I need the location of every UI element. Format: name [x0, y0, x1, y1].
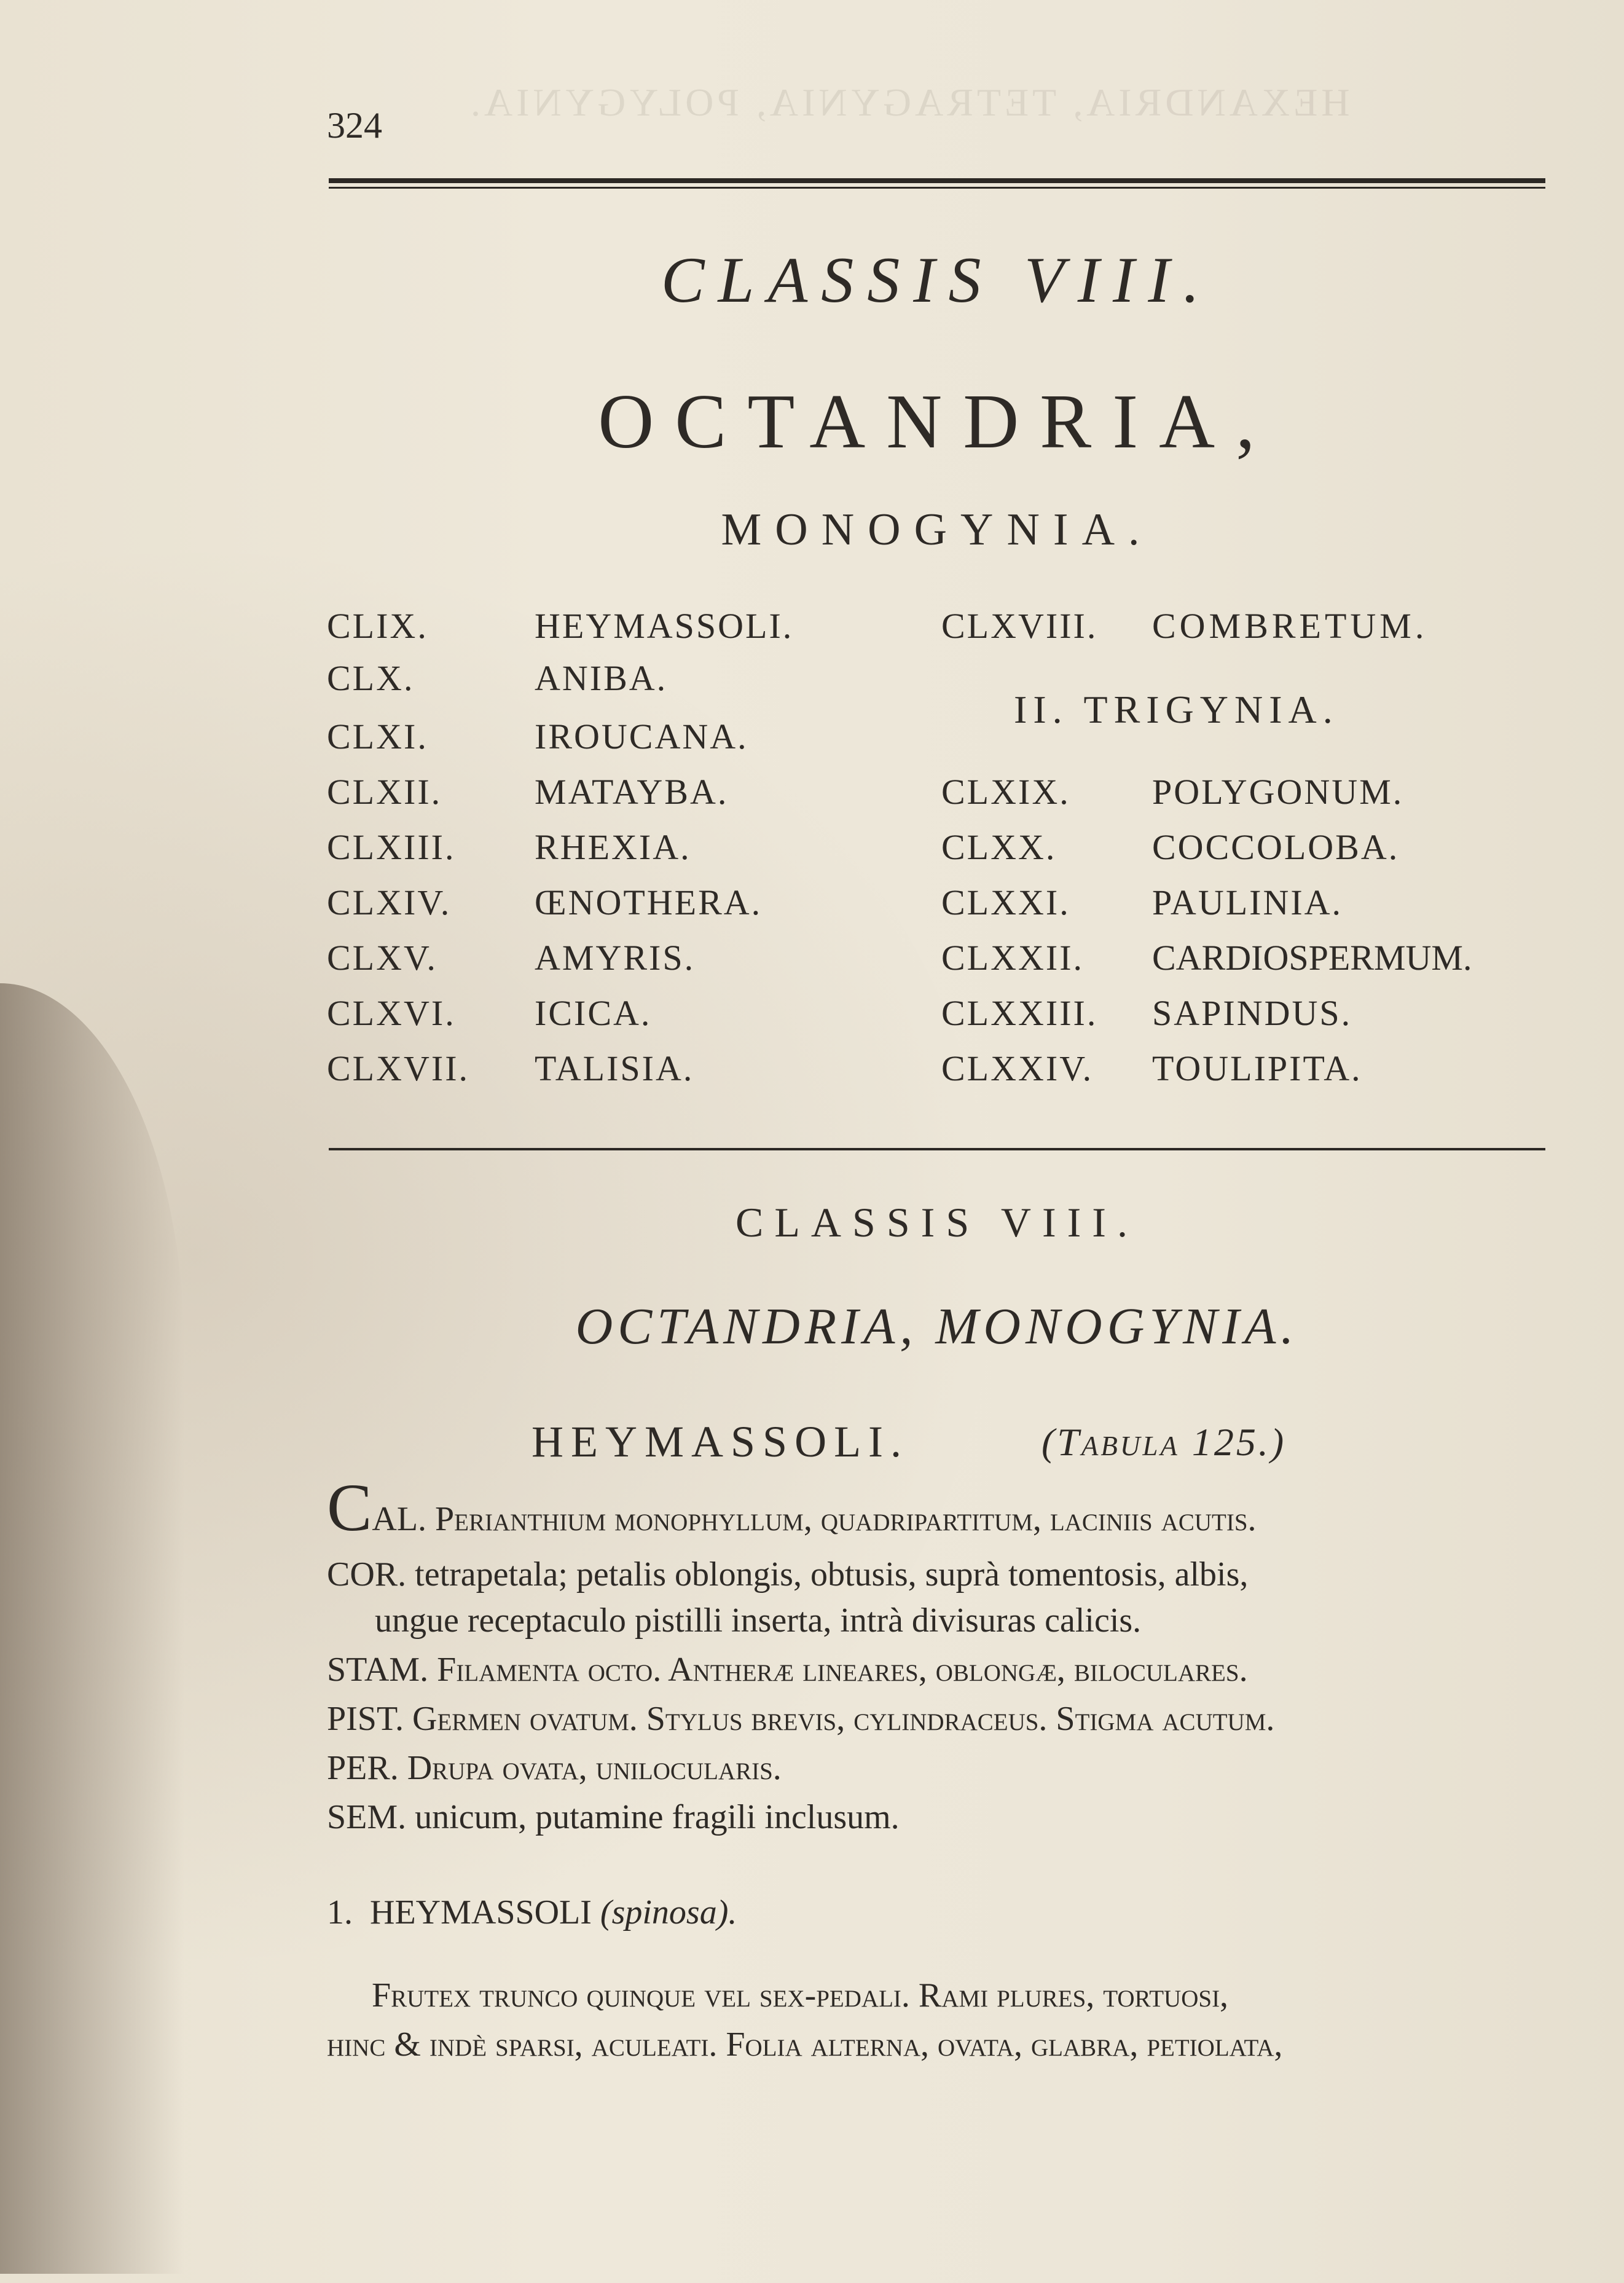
list-item	[941, 937, 1084, 978]
description-line	[327, 1748, 782, 1788]
genus-name: SAPINDUS.	[1152, 993, 1352, 1033]
body-line: hinc & indè sparsi, aculeati. Folia alterna, ovata, glabra, petiolata,	[327, 2026, 1283, 2064]
description-text: Germen ovatum. Stylus brevis, cylindraceus. Stigma acutum.	[412, 1700, 1275, 1738]
genus-number: CLXXI.	[941, 882, 1070, 922]
species-name: HEYMASSOLI	[370, 1893, 592, 1931]
species-number: 1.	[327, 1893, 353, 1931]
list-item	[535, 771, 728, 812]
genus-number: CLXI.	[327, 717, 428, 756]
description-text: Drupa ovata, unilocularis.	[407, 1749, 782, 1787]
genus-heading: HEYMASSOLI.	[532, 1417, 909, 1466]
description-text: unicum, putamine fragili inclusum.	[415, 1798, 900, 1836]
drop-cap: C	[327, 1470, 372, 1545]
list-item	[535, 827, 691, 868]
list-item	[327, 1048, 469, 1089]
list-item	[327, 658, 415, 699]
genus-number: CLXXIII.	[941, 993, 1098, 1033]
genus-name: ŒNOTHERA.	[535, 882, 763, 922]
list-item	[1152, 605, 1427, 646]
description-line	[327, 1798, 900, 1837]
tabula-reference: (Tabula 125.)	[1041, 1420, 1287, 1464]
genus-name: RHEXIA.	[535, 827, 691, 867]
list-item	[1152, 882, 1343, 923]
genus-name: TALISIA.	[535, 1048, 694, 1088]
list-item	[941, 992, 1097, 1034]
genus-name: ICICA.	[535, 993, 652, 1033]
genus-name: COCCOLOBA.	[1152, 827, 1400, 867]
genus-name: TOULIPITA.	[1152, 1048, 1362, 1088]
genus-number: CLXIV.	[327, 882, 452, 922]
genus-number: CLXII.	[327, 772, 442, 812]
genus-name: AMYRIS.	[535, 938, 696, 978]
genus-name: MATAYBA.	[535, 772, 729, 812]
genus-number: CLXIII.	[327, 827, 456, 867]
list-item	[941, 771, 1070, 812]
list-item	[535, 882, 762, 923]
list-item	[535, 1048, 694, 1089]
list-item	[535, 716, 748, 757]
genus-name: PAULINIA.	[1152, 882, 1343, 922]
description-key: STAM.	[327, 1651, 429, 1689]
classis-heading: CLASSIS VIII.	[661, 244, 1214, 316]
species-epithet: (spinosa).	[600, 1893, 737, 1931]
bleed-through: HEXANDRIA, TETRAGYNIA, POLYGYNIA.	[467, 81, 1350, 124]
list-item	[327, 716, 428, 757]
genus-number: CLXX.	[941, 827, 1057, 867]
list-item	[327, 605, 428, 646]
genus-name: IROUCANA.	[535, 717, 748, 756]
description-line	[327, 1555, 1248, 1594]
list-item	[1152, 1048, 1362, 1089]
body-line: Frutex trunco quinque vel sex-pedali. Rami plures, tortuosi,	[372, 1976, 1229, 2014]
list-item	[941, 605, 1097, 646]
list-item	[327, 937, 437, 978]
section-title: OCTANDRIA, MONOGYNIA.	[575, 1298, 1299, 1355]
list-item	[327, 882, 451, 923]
genus-name: CARDIOSPERMUM.	[1152, 938, 1472, 978]
description-text: Perianthium monophyllum, quadripartitum, laciniis acutis.	[435, 1500, 1257, 1538]
description-text: Filamenta octo. Antheræ lineares, oblongæ, biloculares.	[437, 1651, 1248, 1689]
genus-number: CLXVII.	[327, 1048, 470, 1088]
list-item	[327, 992, 456, 1034]
description-key: PIST.	[327, 1700, 404, 1738]
list-item	[535, 658, 667, 699]
genus-number: CLXIX.	[941, 772, 1070, 812]
genus-number: CLIX.	[327, 606, 428, 646]
list-item	[327, 771, 442, 812]
genus-number: CLXVIII.	[941, 606, 1098, 646]
genus-number: CLXVI.	[327, 993, 456, 1033]
list-item	[535, 605, 793, 646]
description-line	[327, 1650, 1248, 1689]
section-rule	[329, 1148, 1545, 1150]
genus-name: POLYGONUM.	[1152, 772, 1404, 812]
order-title: MONOGYNIA.	[721, 505, 1153, 555]
list-item	[941, 882, 1070, 923]
list-item	[327, 827, 455, 868]
list-item	[535, 992, 651, 1034]
genus-number: CLXXIV.	[941, 1048, 1094, 1088]
list-item	[1152, 827, 1399, 868]
description-key: COR.	[327, 1555, 407, 1593]
list-item	[941, 1048, 1093, 1089]
description-line	[375, 1601, 1141, 1640]
list-item	[1152, 771, 1403, 812]
species-heading	[327, 1893, 737, 1932]
description-text: tetrapetala; petalis oblongis, obtusis, suprà tomentosis, albis,	[415, 1555, 1249, 1593]
genus-number: CLXV.	[327, 938, 437, 978]
genus-name: HEYMASSOLI.	[535, 606, 794, 646]
classis-subheading: CLASSIS VIII.	[736, 1199, 1139, 1246]
list-item	[1152, 937, 1472, 978]
description-text: ungue receptaculo pistilli inserta, intrà divisuras calicis.	[375, 1601, 1142, 1640]
genus-name: COMBRETUM.	[1152, 606, 1428, 646]
top-rule	[329, 178, 1545, 183]
trigynia-heading: II. TRIGYNIA.	[1014, 688, 1339, 731]
list-item	[1152, 992, 1352, 1034]
class-title: OCTANDRIA,	[598, 379, 1276, 465]
page-shadow	[0, 983, 184, 2274]
description-line: CAL. Perianthium monophyllum, quadripartitum, laciniis acutis.	[327, 1470, 1257, 1545]
description-key: SEM.	[327, 1798, 407, 1836]
genus-number: CLX.	[327, 658, 415, 698]
genus-name: ANIBA.	[535, 658, 668, 698]
genus-number: CLXXII.	[941, 938, 1085, 978]
list-item	[535, 937, 695, 978]
description-key: PER.	[327, 1749, 399, 1787]
description-line	[327, 1699, 1274, 1739]
list-item	[941, 827, 1056, 868]
page-number: 324	[327, 105, 382, 146]
